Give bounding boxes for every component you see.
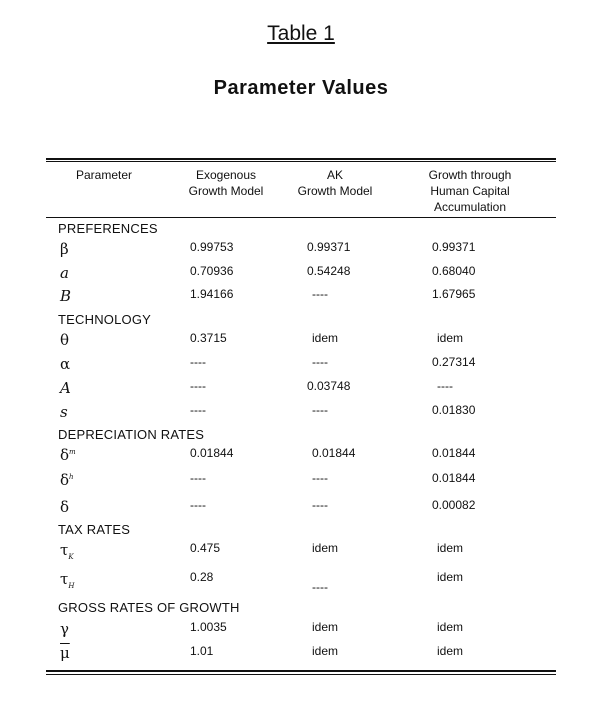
table-row — [0, 498, 608, 520]
parameter-symbol — [60, 570, 74, 590]
table-row — [0, 355, 608, 377]
parameter-symbol: $\overline{\mu}$ — [60, 644, 70, 662]
table-row — [0, 446, 608, 468]
value-ak: idem — [312, 644, 339, 658]
tau-symbol: τ — [60, 570, 69, 588]
value-human-capital: 1.67965 — [432, 287, 476, 301]
value-ak: ---- — [312, 471, 328, 485]
value-ak: ---- — [312, 355, 328, 369]
subscript: H — [68, 582, 75, 590]
value-human-capital: idem — [437, 331, 464, 345]
value-human-capital: idem — [437, 570, 464, 584]
value-exogenous: 0.3715 — [190, 331, 227, 345]
value-exogenous: ---- — [190, 355, 206, 369]
value-human-capital: 0.99371 — [432, 240, 476, 254]
value-human-capital: idem — [437, 644, 464, 658]
value-ak: ---- — [312, 498, 328, 512]
value-human-capital: 0.01830 — [432, 403, 476, 417]
section-technology: TECHNOLOGY — [58, 312, 152, 327]
value-ak: 0.03748 — [307, 379, 351, 393]
delta-symbol: δ — [60, 471, 70, 489]
top-rule-thin — [46, 161, 556, 162]
superscript: m — [69, 448, 76, 456]
parameter-symbol: a — [60, 264, 69, 282]
parameter-symbol — [60, 471, 74, 489]
parameter-symbol: β — [60, 240, 69, 258]
value-exogenous: 0.475 — [190, 541, 221, 555]
header-exogenous: Exogenous Growth Model — [188, 168, 264, 198]
parameter-symbol: δ — [60, 498, 70, 516]
value-exogenous: ---- — [190, 403, 206, 417]
table-subtitle: Parameter Values — [213, 77, 389, 99]
value-ak: ---- — [312, 287, 328, 301]
table-row — [0, 379, 608, 401]
section-tax-rates: TAX RATES — [58, 522, 131, 537]
value-exogenous: ---- — [190, 379, 206, 393]
value-exogenous: ---- — [190, 498, 206, 512]
value-human-capital: 0.00082 — [432, 498, 476, 512]
section-preferences: PREFERENCES — [58, 221, 158, 236]
bottom-rule-thin — [46, 674, 556, 675]
parameter-symbol — [60, 446, 76, 464]
table-row — [0, 264, 608, 286]
value-exogenous: 1.94166 — [190, 287, 234, 301]
delta-symbol: δ — [60, 446, 70, 464]
value-human-capital: 0.01844 — [432, 471, 476, 485]
table-row — [0, 287, 608, 309]
subscript: K — [68, 553, 74, 561]
value-human-capital: idem — [437, 620, 464, 634]
value-ak: idem — [312, 620, 339, 634]
parameter-symbol: B — [60, 287, 72, 305]
value-human-capital: 0.68040 — [432, 264, 476, 278]
value-ak: ---- — [312, 403, 328, 417]
table-title: Table 1 — [267, 22, 335, 45]
value-human-capital: 0.01844 — [432, 446, 476, 460]
parameter-symbol: α — [60, 355, 71, 373]
header-ak: AK Growth Model — [297, 168, 373, 198]
parameter-symbol: θ — [60, 331, 70, 349]
table-row — [0, 541, 608, 563]
parameter-symbol — [60, 541, 74, 561]
value-ak: 0.54248 — [307, 264, 351, 278]
value-human-capital: idem — [437, 541, 464, 555]
value-exogenous: 0.99753 — [190, 240, 234, 254]
value-exogenous: 0.01844 — [190, 446, 234, 460]
value-exogenous: 0.28 — [190, 570, 214, 584]
section-depreciation: DEPRECIATION RATES — [58, 427, 205, 442]
value-ak: idem — [312, 541, 339, 555]
parameter-symbol: γ — [60, 620, 69, 638]
header-rule — [46, 217, 556, 218]
table-row — [0, 620, 608, 642]
value-exogenous: 1.01 — [190, 644, 214, 658]
value-human-capital: 0.27314 — [432, 355, 476, 369]
header-human-capital: Growth through Human Capital Accumulation — [428, 168, 512, 214]
value-ak: idem — [312, 331, 339, 345]
parameter-symbol: A — [60, 379, 71, 397]
value-ak: 0.01844 — [312, 446, 356, 460]
table-row — [0, 240, 608, 262]
table-row — [0, 570, 608, 592]
value-ak: 0.99371 — [307, 240, 351, 254]
top-rule — [46, 158, 556, 160]
bottom-rule — [46, 670, 556, 672]
table-row — [0, 644, 608, 666]
parameter-symbol: s — [60, 403, 68, 421]
value-ak: ---- — [312, 580, 328, 594]
value-exogenous: 0.70936 — [190, 264, 234, 278]
value-exogenous: 1.0035 — [190, 620, 227, 634]
header-parameter: Parameter — [76, 168, 133, 182]
superscript: h — [69, 473, 74, 481]
table-row — [0, 471, 608, 493]
table-row — [0, 403, 608, 425]
table-row — [0, 331, 608, 353]
section-gross-growth: GROSS RATES OF GROWTH — [58, 600, 240, 615]
tau-symbol: τ — [60, 541, 69, 559]
value-exogenous: ---- — [190, 471, 206, 485]
value-human-capital: ---- — [437, 379, 453, 393]
